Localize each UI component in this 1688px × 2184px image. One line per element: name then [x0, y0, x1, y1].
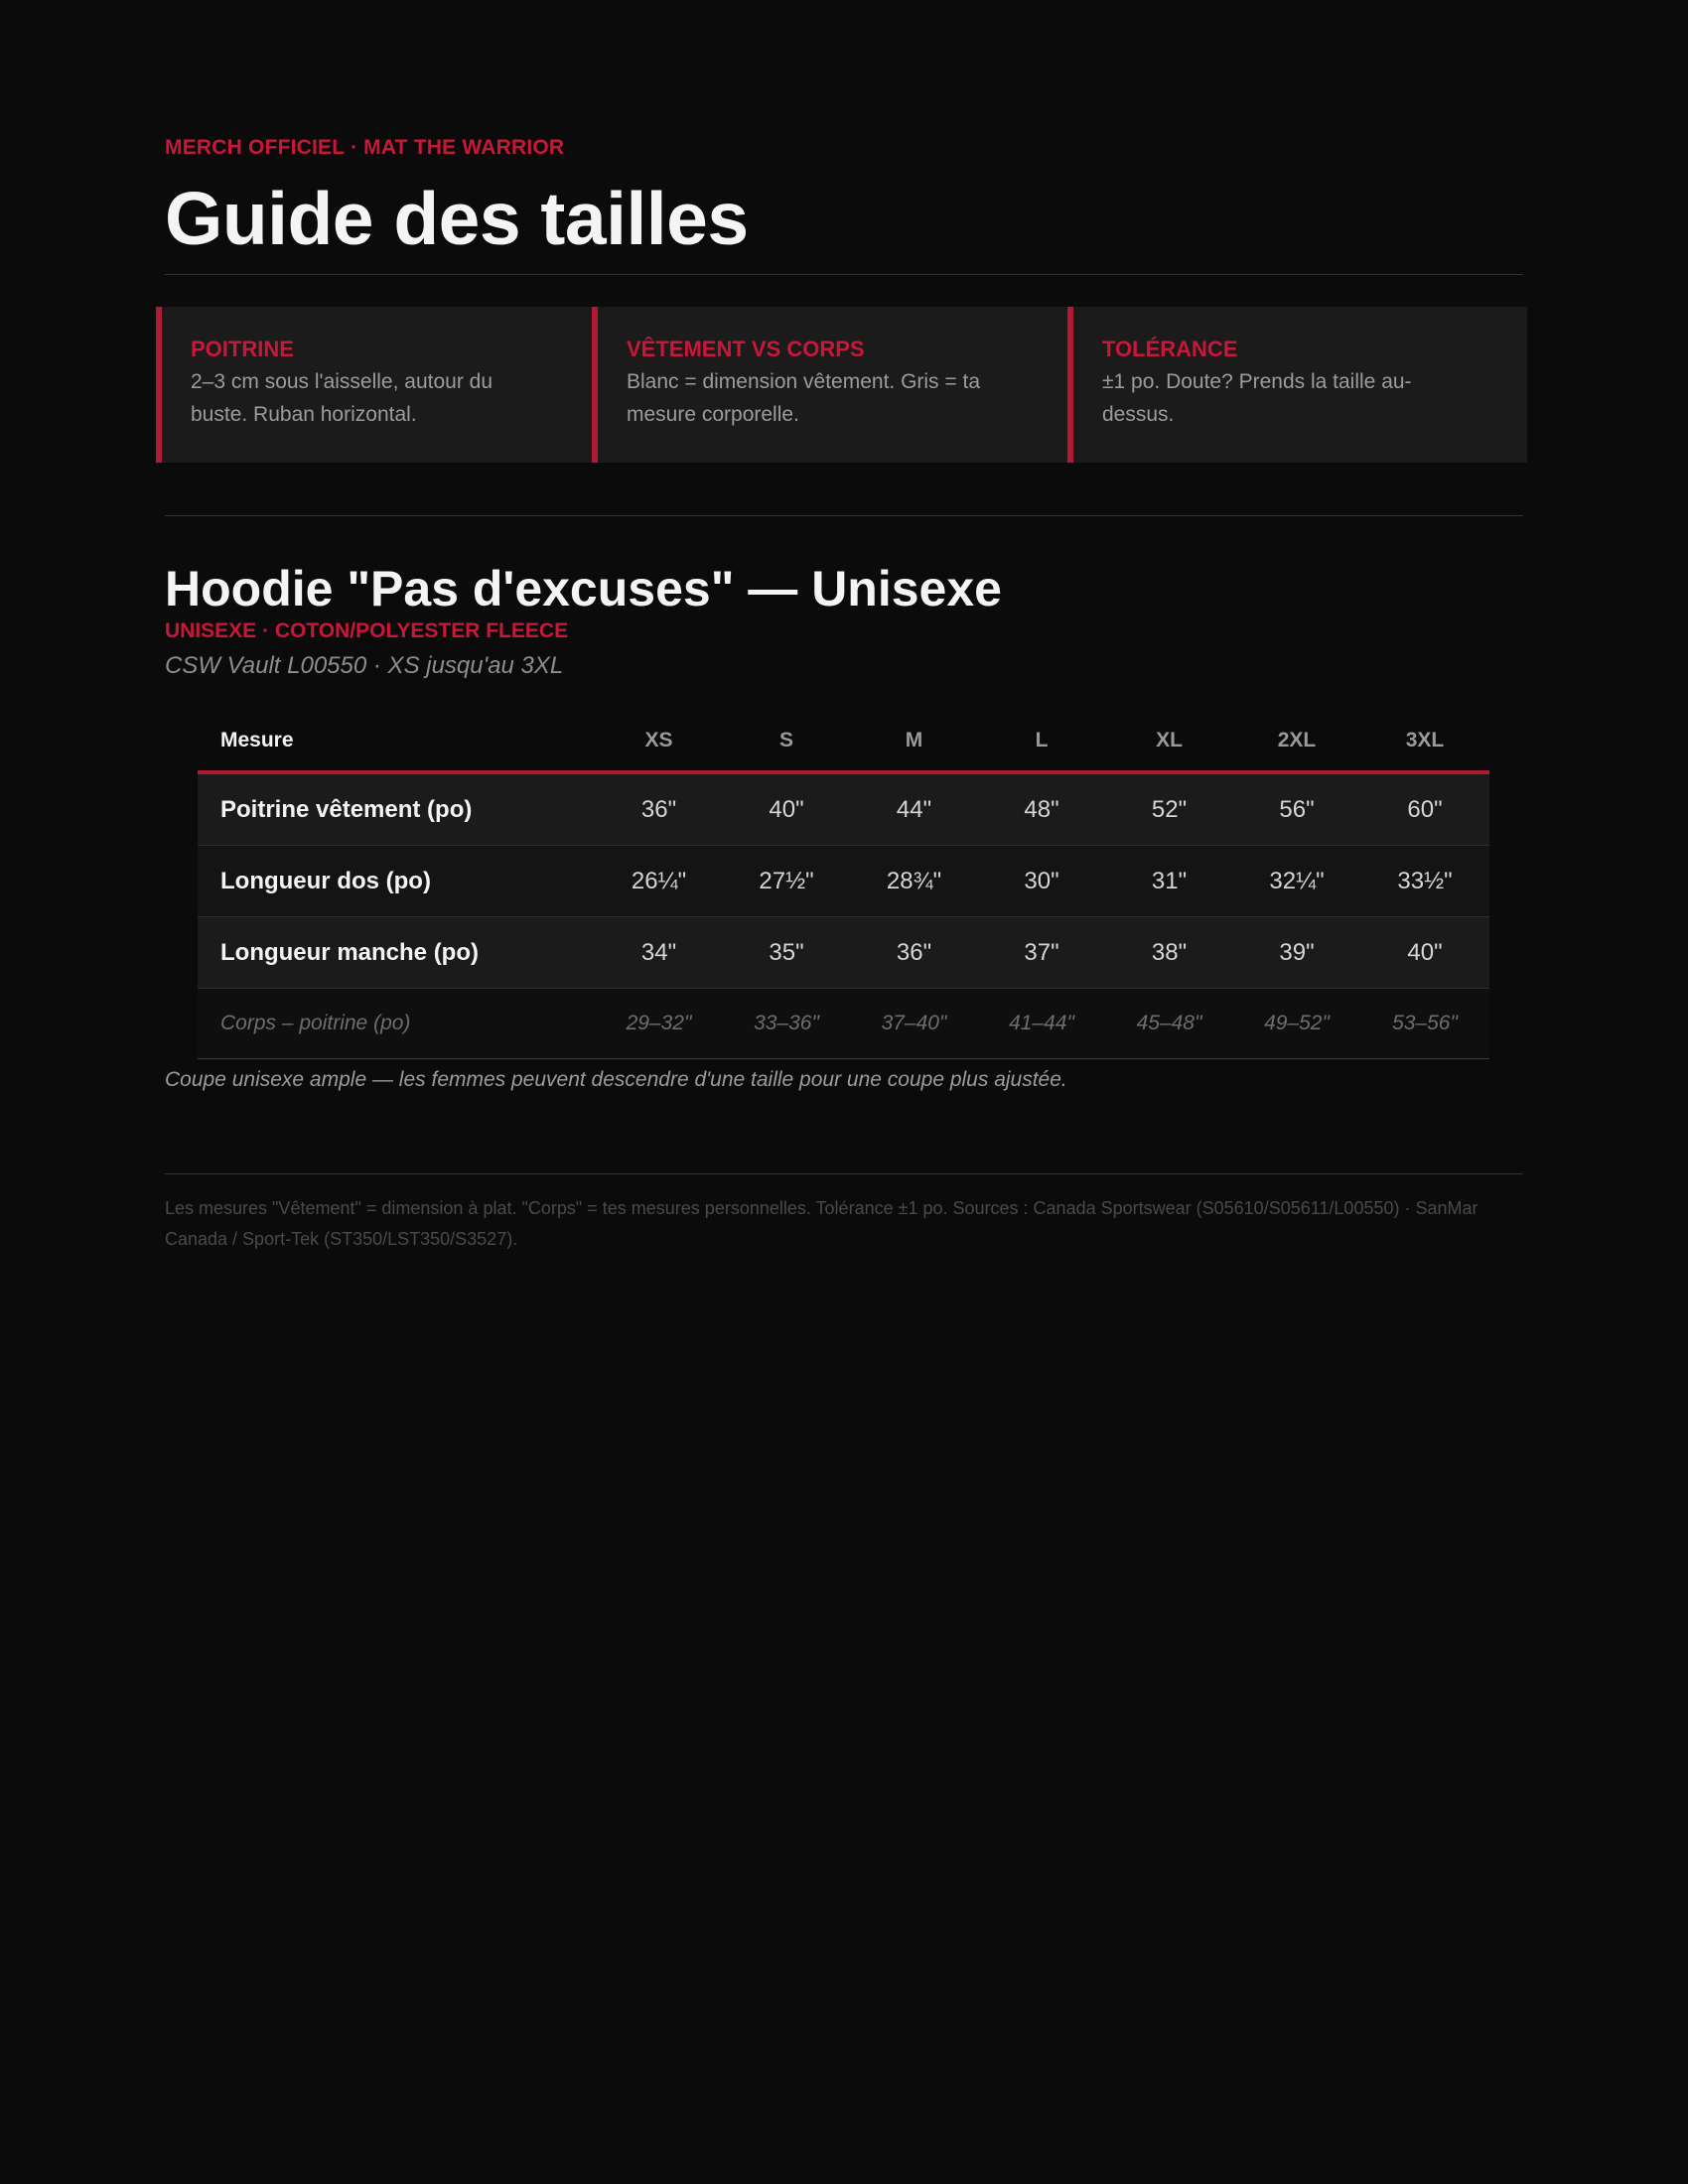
table-cell: 56" — [1233, 772, 1360, 846]
table-cell: 26¼" — [595, 846, 723, 917]
table-row-body-measure — [198, 989, 1489, 1059]
table-cell: 49–52" — [1233, 989, 1360, 1059]
column-header: S — [723, 711, 850, 772]
table-cell: 39" — [1233, 917, 1360, 989]
row-label: Poitrine vêtement (po) — [198, 772, 595, 846]
table-cell: 52" — [1105, 772, 1233, 846]
table-cell: 33–36" — [723, 989, 850, 1059]
product-tag: UNISEXE · COTON/POLYESTER FLEECE — [165, 619, 569, 642]
brand-eyebrow: MERCH OFFICIEL · MAT THE WARRIOR — [165, 136, 565, 159]
card-title: POITRINE — [191, 337, 294, 361]
size-table — [198, 711, 1489, 1059]
table-cell: 60" — [1360, 772, 1489, 846]
table-cell: 41–44" — [978, 989, 1105, 1059]
card-title: TOLÉRANCE — [1102, 337, 1238, 361]
row-label: Corps – poitrine (po) — [198, 989, 595, 1059]
card-garment-vs-body — [592, 307, 1073, 463]
column-header: L — [978, 711, 1105, 772]
table-cell: 38" — [1105, 917, 1233, 989]
table-cell: 27½" — [723, 846, 850, 917]
table-cell: 37" — [978, 917, 1105, 989]
row-label: Longueur manche (po) — [198, 917, 595, 989]
card-text: Blanc = dimension vêtement. Gris = ta mesure corporelle. — [627, 370, 981, 426]
table-cell: 45–48" — [1105, 989, 1233, 1059]
table-cell: 53–56" — [1360, 989, 1489, 1059]
column-header: M — [850, 711, 978, 772]
fit-note: Coupe unisexe ample — les femmes peuvent descendre d'une taille pour une coupe plus ajustée. — [165, 1068, 1067, 1091]
product-title: Hoodie "Pas d'excuses" — Unisexe — [165, 561, 1002, 616]
column-header: XL — [1105, 711, 1233, 772]
column-header: 2XL — [1233, 711, 1360, 772]
table-cell: 44" — [850, 772, 978, 846]
table-cell: 35" — [723, 917, 850, 989]
page-title: Guide des tailles — [165, 177, 749, 260]
footer-sources: Les mesures "Vêtement" = dimension à plat. "Corps" = tes mesures personnelles. Tolérance ±1 po. Sources : Canada Sportswear (S05610/S05611/L00550) · SanMar Canada / Sport-Tek (ST350/LST350/S3527). — [165, 1198, 1478, 1249]
table-cell: 28¾" — [850, 846, 978, 917]
table-cell: 37–40" — [850, 989, 978, 1059]
table-cell: 40" — [1360, 917, 1489, 989]
card-title: VÊTEMENT VS CORPS — [627, 337, 865, 361]
table-cell: 30" — [978, 846, 1105, 917]
table-row — [198, 917, 1489, 989]
table-cell: 33½" — [1360, 846, 1489, 917]
table-row — [198, 772, 1489, 846]
table-cell: 31" — [1105, 846, 1233, 917]
table-cell: 29–32" — [595, 989, 723, 1059]
title-divider — [165, 274, 1523, 275]
table-cell: 36" — [850, 917, 978, 989]
table-cell: 32¼" — [1233, 846, 1360, 917]
product-subtitle: CSW Vault L00550 · XS jusqu'au 3XL — [165, 652, 564, 679]
footer-divider — [165, 1173, 1523, 1174]
row-label: Longueur dos (po) — [198, 846, 595, 917]
table-cell: 36" — [595, 772, 723, 846]
table-cell: 40" — [723, 772, 850, 846]
table-cell: 48" — [978, 772, 1105, 846]
table-cell: 34" — [595, 917, 723, 989]
column-header: 3XL — [1360, 711, 1489, 772]
info-cards — [156, 307, 1527, 463]
card-tolerance — [1067, 307, 1527, 463]
card-chest — [156, 307, 598, 463]
card-text: ±1 po. Doute? Prends la taille au-dessus. — [1102, 370, 1412, 426]
column-header: Mesure — [198, 711, 595, 772]
column-header: XS — [595, 711, 723, 772]
table-row — [198, 846, 1489, 917]
card-text: 2–3 cm sous l'aisselle, autour du buste. Ruban horizontal. — [191, 370, 493, 426]
section-divider — [165, 515, 1523, 516]
table-header-row — [198, 711, 1489, 772]
